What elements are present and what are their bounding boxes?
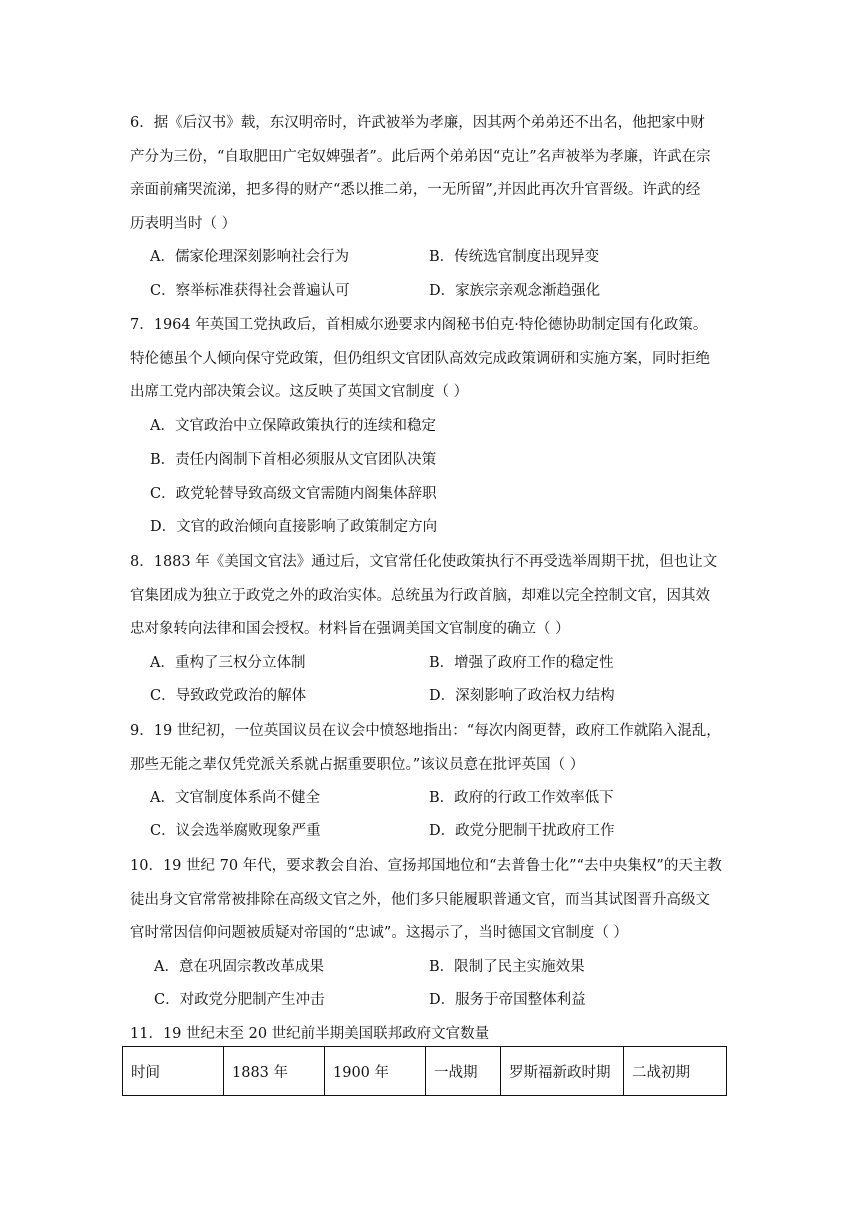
question-9-stem xyxy=(130,715,730,782)
question-6-option-b: B．传统选官制度出现异变 xyxy=(429,249,600,265)
question-6-line-2: 产分为三份，“自取肥田广宅奴婢强者”。此后两个弟弟因“克让”名声被举为孝廉，许武在宗 xyxy=(130,148,711,165)
question-9-option-c: C．议会选举腐败现象严重 xyxy=(150,823,321,839)
table-header-cell: 罗斯福新政时期 xyxy=(501,1047,624,1096)
question-7-line-3: 出席工党内部决策会议。这反映了英国文官制度（ ） xyxy=(130,384,469,400)
question-6-option-a: A．儒家伦理深刻影响社会行为 xyxy=(150,249,349,265)
question-10-option-d: D．服务于帝国整体利益 xyxy=(429,992,586,1008)
question-6-line-4: 历表明当时（ ） xyxy=(130,215,237,232)
question-9-line-2: 那些无能之辈仅凭党派关系就占据重要职位。”该议员意在批评英国（ ） xyxy=(130,756,585,773)
question-7-option-a: A．文官政治中立保障政策执行的连续和稳定 xyxy=(150,418,436,434)
question-10-option-b: B．限制了民主实施效果 xyxy=(429,959,585,975)
question-8-option-a: A．重构了三权分立体制 xyxy=(150,655,306,671)
question-9-option-a: A．文官制度体系尚不健全 xyxy=(150,790,320,806)
question-7-line-1: 7．1964 年英国工党执政后，首相威尔逊要求内阁秘书伯克·特伦德协助制定国有化政策。 xyxy=(130,317,708,333)
question-8-stem xyxy=(130,546,730,647)
table-row xyxy=(123,1047,727,1096)
question-6-option-c: C．察举标准获得社会普遍认可 xyxy=(150,283,350,299)
question-6-stem xyxy=(130,107,730,241)
question-8-line-2: 官集团成为独立于政党之外的政治实体。总统虽为行政首脑，却难以完全控制文官，因其效 xyxy=(130,587,710,604)
question-10-line-1: 10．19 世纪 70 年代，要求教会自治、宣扬邦国地位和“去普鲁士化”“去中央集权”的天主教 xyxy=(130,858,722,874)
table-header-cell: 1900 年 xyxy=(325,1047,426,1096)
table-header-cell: 二战初期 xyxy=(624,1047,727,1096)
question-7-option-d: D．文官的政治倾向直接影响了政策制定方向 xyxy=(150,519,438,535)
question-10-line-3: 官时常因信仰问题被质疑对帝国的“忠诚”。这揭示了，当时德国文官制度（ ） xyxy=(130,925,628,941)
question-8-option-d: D．深刻影响了政治权力结构 xyxy=(429,688,615,704)
question-11-stem: 11．19 世纪末至 20 世纪前半期美国联邦政府文官数量 xyxy=(130,1026,490,1042)
question-8-option-b: B．增强了政府工作的稳定性 xyxy=(429,655,614,671)
table-header-cell: 时间 xyxy=(123,1047,224,1096)
question-10-line-2: 徒出身文官常常被排除在高级文官之外，他们多只能履职普通文官，而当其试图晋升高级文 xyxy=(130,891,710,908)
question-9-option-b: B．政府的行政工作效率低下 xyxy=(429,790,614,806)
question-9-option-d: D．政党分肥制干扰政府工作 xyxy=(429,823,615,839)
question-7-stem xyxy=(130,309,730,410)
question-7-option-b: B．责任内阁制下首相必须服从文官团队决策 xyxy=(150,452,437,468)
question-6-line-3: 亲面前痛哭流涕，把多得的财产“悉以推二弟，一无所留”,并因此再次升官晋级。许武的经 xyxy=(130,182,701,198)
question-6-option-d: D．家族宗亲观念渐趋强化 xyxy=(429,283,601,299)
question-7-line-2: 特伦德虽个人倾向保守党政策，但仍组织文官团队高效完成政策调研和实施方案，同时拒绝 xyxy=(130,350,710,367)
question-7-option-c: C．政党轮替导致高级文官需随内阁集体辞职 xyxy=(150,486,437,502)
table-header-cell: 一战期 xyxy=(426,1047,501,1096)
question-10-option-a: A．意在巩固宗教改革成果 xyxy=(154,959,324,975)
civil-servant-count-table xyxy=(122,1046,727,1096)
question-8-option-c: C．导致政党政治的解体 xyxy=(150,688,307,704)
question-8-line-1: 8．1883 年《美国文官法》通过后，文官常任化使政策执行不再受选举周期干扰，但也让文 xyxy=(130,554,718,570)
question-10-option-c: C．对政党分肥制产生冲击 xyxy=(154,992,325,1008)
question-10-stem xyxy=(130,850,730,951)
question-8-line-3: 忠对象转向法律和国会授权。材料旨在强调美国文官制度的确立（ ） xyxy=(130,621,570,637)
table-header-cell: 1883 年 xyxy=(224,1047,325,1096)
question-6-line-1: 6．据《后汉书》载，东汉明帝时，许武被举为孝廉，因其两个弟弟还不出名，他把家中财 xyxy=(130,115,705,131)
question-9-line-1: 9．19 世纪初，一位英国议员在议会中愤怒地指出：“每次内阁更替，政府工作就陷入混乱， xyxy=(130,723,721,739)
